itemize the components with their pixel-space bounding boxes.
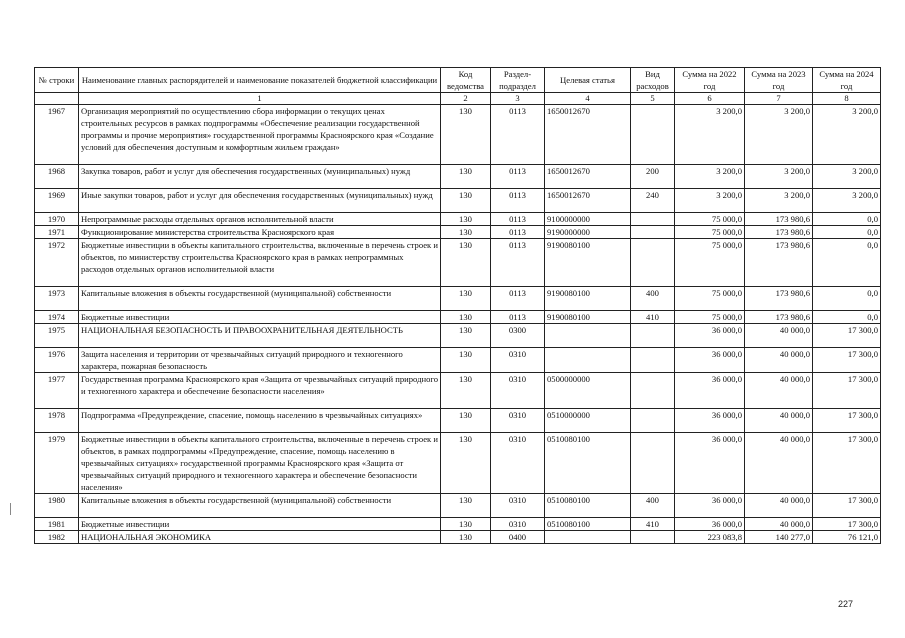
column-number-1: 1 <box>79 93 441 105</box>
row-section: 0113 <box>491 213 545 226</box>
row-target-article: 9190080100 <box>545 311 631 324</box>
table-row <box>35 531 881 544</box>
row-target-article <box>545 348 631 373</box>
row-sum-2024: 17 300,0 <box>813 373 881 409</box>
row-expense-type: 400 <box>631 287 675 311</box>
row-sum-2022: 75 000,0 <box>675 287 745 311</box>
row-sum-2024: 17 300,0 <box>813 494 881 518</box>
row-sum-2022: 75 000,0 <box>675 226 745 239</box>
column-number-5: 5 <box>631 93 675 105</box>
row-name: Организация мероприятий по осуществлению сбора информации о текущих ценах строительных ресурсов в рамках подпрограммы «Обеспечение реализации государственной программы и прочие мероприятия» государственной программы Красноярского края «Создание условий для обеспечения доступным и комфортным жильем граждан» <box>79 105 441 165</box>
column-number-7: 7 <box>745 93 813 105</box>
row-target-article: 1650012670 <box>545 189 631 213</box>
row-department-code: 130 <box>441 518 491 531</box>
row-sum-2024: 0,0 <box>813 287 881 311</box>
row-expense-type <box>631 373 675 409</box>
table-row <box>35 213 881 226</box>
row-number: 1967 <box>35 105 79 165</box>
header-target-article: Целевая статья <box>545 68 631 93</box>
row-section: 0113 <box>491 239 545 287</box>
row-sum-2024: 0,0 <box>813 311 881 324</box>
row-expense-type <box>631 324 675 348</box>
row-number: 1978 <box>35 409 79 433</box>
row-sum-2023: 3 200,0 <box>745 189 813 213</box>
table-row <box>35 105 881 165</box>
row-section: 0300 <box>491 324 545 348</box>
header-expense-type: Вид расходов <box>631 68 675 93</box>
row-target-article <box>545 531 631 544</box>
row-expense-type <box>631 348 675 373</box>
row-sum-2022: 223 083,8 <box>675 531 745 544</box>
row-sum-2022: 36 000,0 <box>675 494 745 518</box>
row-sum-2023: 173 980,6 <box>745 239 813 287</box>
row-sum-2024: 3 200,0 <box>813 189 881 213</box>
row-name: Подпрограмма «Предупреждение, спасение, помощь населению в чрезвычайных ситуациях» <box>79 409 441 433</box>
budget-table <box>34 67 881 544</box>
table-row <box>35 494 881 518</box>
row-sum-2022: 36 000,0 <box>675 433 745 494</box>
row-department-code: 130 <box>441 213 491 226</box>
row-name: Бюджетные инвестиции в объекты капитального строительства, включенные в перечень строек и объектов, в рамках подпрограммы «Предупреждение, спасение, помощь населению в чрезвычайных ситуациях» государственной программы Красноярского края «Защита от чрезвычайных ситуаций природного и техногенного характера и обеспечение безопасности населения» <box>79 433 441 494</box>
row-number: 1976 <box>35 348 79 373</box>
row-department-code: 130 <box>441 494 491 518</box>
row-target-article: 0500000000 <box>545 373 631 409</box>
row-number: 1975 <box>35 324 79 348</box>
row-department-code: 130 <box>441 189 491 213</box>
row-department-code: 130 <box>441 348 491 373</box>
row-sum-2024: 17 300,0 <box>813 409 881 433</box>
header-name: Наименование главных распорядителей и наименование показателей бюджетной классификации <box>79 68 441 93</box>
row-department-code: 130 <box>441 311 491 324</box>
row-number: 1973 <box>35 287 79 311</box>
row-name: НАЦИОНАЛЬНАЯ ЭКОНОМИКА <box>79 531 441 544</box>
row-target-article: 0510080100 <box>545 494 631 518</box>
row-section: 0113 <box>491 105 545 165</box>
row-section: 0400 <box>491 531 545 544</box>
row-sum-2023: 140 277,0 <box>745 531 813 544</box>
row-number: 1982 <box>35 531 79 544</box>
row-sum-2023: 40 000,0 <box>745 518 813 531</box>
row-name: Функционирование министерства строительства Красноярского края <box>79 226 441 239</box>
row-target-article: 9100000000 <box>545 213 631 226</box>
row-target-article: 9190000000 <box>545 226 631 239</box>
row-name: Капитальные вложения в объекты государственной (муниципальной) собственности <box>79 494 441 518</box>
row-section: 0113 <box>491 311 545 324</box>
row-target-article: 9190080100 <box>545 239 631 287</box>
header-sum-2022: Сумма на 2022 год <box>675 68 745 93</box>
row-sum-2022: 36 000,0 <box>675 348 745 373</box>
row-sum-2022: 75 000,0 <box>675 311 745 324</box>
row-sum-2024: 76 121,0 <box>813 531 881 544</box>
table-row <box>35 373 881 409</box>
row-sum-2024: 0,0 <box>813 226 881 239</box>
row-sum-2022: 36 000,0 <box>675 518 745 531</box>
row-sum-2023: 40 000,0 <box>745 324 813 348</box>
row-expense-type <box>631 226 675 239</box>
row-number: 1969 <box>35 189 79 213</box>
row-expense-type <box>631 531 675 544</box>
row-expense-type <box>631 105 675 165</box>
column-number-0 <box>35 93 79 105</box>
row-sum-2022: 75 000,0 <box>675 213 745 226</box>
row-department-code: 130 <box>441 105 491 165</box>
row-section: 0310 <box>491 348 545 373</box>
row-sum-2022: 3 200,0 <box>675 165 745 189</box>
row-expense-type <box>631 213 675 226</box>
row-department-code: 130 <box>441 373 491 409</box>
header-sum-2024: Сумма на 2024 год <box>813 68 881 93</box>
row-sum-2022: 36 000,0 <box>675 324 745 348</box>
row-expense-type <box>631 239 675 287</box>
row-expense-type <box>631 433 675 494</box>
row-sum-2022: 75 000,0 <box>675 239 745 287</box>
row-name: Иные закупки товаров, работ и услуг для обеспечения государственных (муниципальных) нужд <box>79 189 441 213</box>
row-section: 0113 <box>491 287 545 311</box>
header-section-subsection: Раздел-подраздел <box>491 68 545 93</box>
row-department-code: 130 <box>441 409 491 433</box>
row-name: Закупка товаров, работ и услуг для обеспечения государственных (муниципальных) нужд <box>79 165 441 189</box>
row-expense-type: 240 <box>631 189 675 213</box>
column-number-6: 6 <box>675 93 745 105</box>
row-name: Государственная программа Красноярского края «Защита от чрезвычайных ситуаций природного и техногенного характера и обеспечение безопасности населения» <box>79 373 441 409</box>
row-department-code: 130 <box>441 433 491 494</box>
row-sum-2023: 173 980,6 <box>745 213 813 226</box>
row-sum-2024: 0,0 <box>813 239 881 287</box>
row-number: 1977 <box>35 373 79 409</box>
row-target-article: 0510080100 <box>545 433 631 494</box>
row-sum-2022: 3 200,0 <box>675 189 745 213</box>
header-sum-2023: Сумма на 2023 год <box>745 68 813 93</box>
row-sum-2023: 173 980,6 <box>745 287 813 311</box>
row-number: 1971 <box>35 226 79 239</box>
header-department-code: Код ведомства <box>441 68 491 93</box>
table-row <box>35 433 881 494</box>
table-row <box>35 324 881 348</box>
scan-margin-mark <box>10 503 11 515</box>
row-name: Бюджетные инвестиции <box>79 311 441 324</box>
table-row <box>35 409 881 433</box>
row-sum-2023: 40 000,0 <box>745 494 813 518</box>
table-row <box>35 226 881 239</box>
page-number: 227 <box>838 599 854 609</box>
row-expense-type: 410 <box>631 518 675 531</box>
row-number: 1981 <box>35 518 79 531</box>
row-sum-2022: 3 200,0 <box>675 105 745 165</box>
row-section: 0113 <box>491 165 545 189</box>
row-sum-2023: 40 000,0 <box>745 409 813 433</box>
table-header-row <box>35 68 881 93</box>
row-name: Бюджетные инвестиции <box>79 518 441 531</box>
row-sum-2023: 40 000,0 <box>745 433 813 494</box>
table-row <box>35 239 881 287</box>
row-expense-type: 400 <box>631 494 675 518</box>
row-sum-2024: 17 300,0 <box>813 324 881 348</box>
row-number: 1979 <box>35 433 79 494</box>
row-sum-2024: 3 200,0 <box>813 105 881 165</box>
table-row <box>35 189 881 213</box>
header-row-number: № строки <box>35 68 79 93</box>
row-sum-2024: 3 200,0 <box>813 165 881 189</box>
row-section: 0310 <box>491 433 545 494</box>
column-number-8: 8 <box>813 93 881 105</box>
row-expense-type: 200 <box>631 165 675 189</box>
row-section: 0113 <box>491 226 545 239</box>
row-section: 0113 <box>491 189 545 213</box>
row-sum-2022: 36 000,0 <box>675 373 745 409</box>
row-department-code: 130 <box>441 165 491 189</box>
row-sum-2024: 17 300,0 <box>813 518 881 531</box>
row-sum-2023: 173 980,6 <box>745 226 813 239</box>
row-department-code: 130 <box>441 226 491 239</box>
column-number-2: 2 <box>441 93 491 105</box>
row-department-code: 130 <box>441 531 491 544</box>
row-target-article: 1650012670 <box>545 105 631 165</box>
table-row <box>35 311 881 324</box>
row-section: 0310 <box>491 518 545 531</box>
row-target-article: 0510000000 <box>545 409 631 433</box>
row-number: 1974 <box>35 311 79 324</box>
table-row <box>35 287 881 311</box>
row-number: 1972 <box>35 239 79 287</box>
row-sum-2023: 3 200,0 <box>745 105 813 165</box>
row-target-article: 9190080100 <box>545 287 631 311</box>
row-expense-type <box>631 409 675 433</box>
row-section: 0310 <box>491 373 545 409</box>
table-row <box>35 518 881 531</box>
row-sum-2023: 40 000,0 <box>745 373 813 409</box>
row-target-article: 0510080100 <box>545 518 631 531</box>
row-target-article: 1650012670 <box>545 165 631 189</box>
budget-document-page <box>34 67 880 544</box>
row-sum-2022: 36 000,0 <box>675 409 745 433</box>
column-number-4: 4 <box>545 93 631 105</box>
row-name: НАЦИОНАЛЬНАЯ БЕЗОПАСНОСТЬ И ПРАВООХРАНИТЕЛЬНАЯ ДЕЯТЕЛЬНОСТЬ <box>79 324 441 348</box>
row-department-code: 130 <box>441 287 491 311</box>
row-section: 0310 <box>491 494 545 518</box>
row-number: 1970 <box>35 213 79 226</box>
row-target-article <box>545 324 631 348</box>
row-name: Бюджетные инвестиции в объекты капитального строительства, включенные в перечень строек и объектов, по министерству строительства Красноярского края в рамках непрограммных расходов отдельных органов исполнительной власти <box>79 239 441 287</box>
row-expense-type: 410 <box>631 311 675 324</box>
table-row <box>35 348 881 373</box>
row-number: 1968 <box>35 165 79 189</box>
row-sum-2024: 17 300,0 <box>813 433 881 494</box>
row-sum-2023: 40 000,0 <box>745 348 813 373</box>
row-department-code: 130 <box>441 239 491 287</box>
row-name: Капитальные вложения в объекты государственной (муниципальной) собственности <box>79 287 441 311</box>
column-number-row <box>35 93 881 105</box>
row-name: Непрограммные расходы отдельных органов исполнительной власти <box>79 213 441 226</box>
row-sum-2023: 173 980,6 <box>745 311 813 324</box>
row-sum-2024: 0,0 <box>813 213 881 226</box>
row-number: 1980 <box>35 494 79 518</box>
table-row <box>35 165 881 189</box>
row-department-code: 130 <box>441 324 491 348</box>
column-number-3: 3 <box>491 93 545 105</box>
row-section: 0310 <box>491 409 545 433</box>
row-sum-2023: 3 200,0 <box>745 165 813 189</box>
row-name: Защита населения и территории от чрезвычайных ситуаций природного и техногенного характера, пожарная безопасность <box>79 348 441 373</box>
row-sum-2024: 17 300,0 <box>813 348 881 373</box>
